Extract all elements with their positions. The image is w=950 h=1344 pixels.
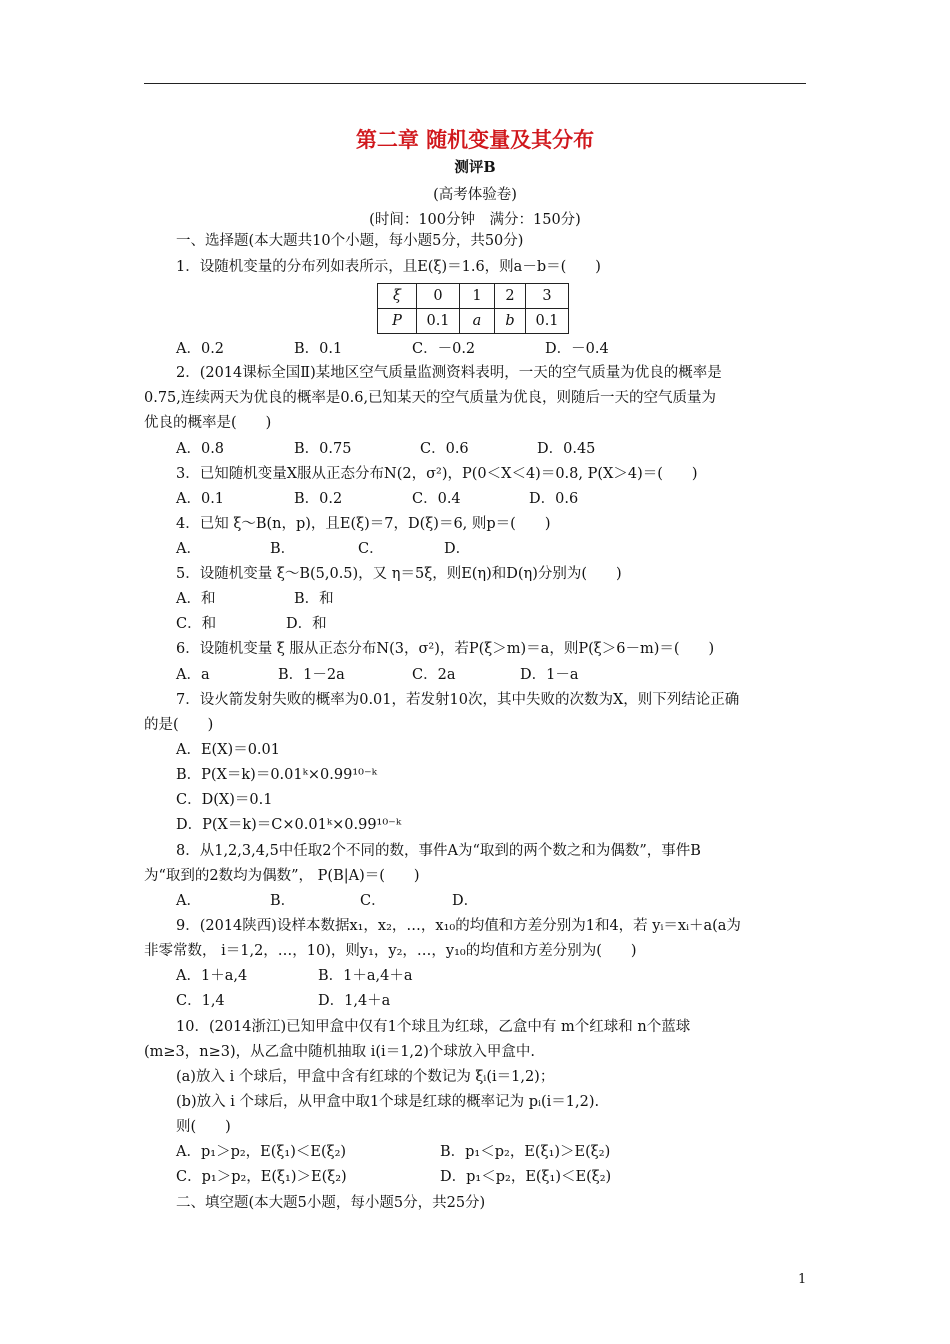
table-cell: a xyxy=(460,309,495,334)
table-cell: 1 xyxy=(460,284,495,309)
question-3-stem: 3．已知随机变量X服从正态分布N(2，σ²)，P(0＜X＜4)＝0.8, P(X＞4)＝( ) xyxy=(176,466,698,482)
question-10-line-5: 则( ) xyxy=(176,1119,231,1135)
question-4-stem: 4．已知 ξ～B(n，p)，且E(ξ)＝7，D(ξ)＝6, 则p＝( ) xyxy=(176,516,551,532)
table-cell: ξ xyxy=(378,284,417,309)
option-c: C．D(X)＝0.1 xyxy=(176,792,273,808)
question-7-line-2: 的是( ) xyxy=(144,717,214,733)
option-c: C．和 xyxy=(176,616,217,632)
option-d: D．1－a xyxy=(520,667,579,683)
question-7-line-1: 7．设火箭发射失败的概率为0.01，若发射10次，其中失败的次数为X，则下列结论正确 xyxy=(176,692,740,708)
option-a: A．0.8 xyxy=(176,441,225,457)
option-b: B．0.75 xyxy=(294,441,352,457)
question-5-stem: 5．设随机变量 ξ～B(5,0.5)，又 η＝5ξ，则E(η)和D(η)分别为( ) xyxy=(176,566,622,582)
table-cell: 0.1 xyxy=(526,309,569,334)
option-d: D．P(X＝k)＝C×0.01ᵏ×0.99¹⁰⁻ᵏ xyxy=(176,817,402,833)
header-rule xyxy=(144,83,806,84)
question-10-line-1: 10．(2014浙江)已知甲盒中仅有1个球且为红球，乙盒中有 m个红球和 n个蓝球 xyxy=(176,1019,691,1035)
option-b: B．1＋a,4＋a xyxy=(318,968,413,984)
option-d: D．和 xyxy=(286,616,327,632)
option-c: C．0.4 xyxy=(412,491,461,507)
option-c: C．2a xyxy=(412,667,456,683)
paper-type: (高考体验卷) xyxy=(433,187,517,203)
option-b: B．1－2a xyxy=(278,667,345,683)
test-subtitle: 测评B xyxy=(454,159,496,176)
question-10-line-3: (a)放入 i 个球后，甲盒中含有红球的个数记为 ξᵢ(i＝1,2)； xyxy=(176,1069,555,1085)
section-heading-fill: 二、填空题(本大题5小题，每小题5分，共25分) xyxy=(176,1195,486,1211)
question-2-line-1: 2．(2014课标全国Ⅱ)某地区空气质量监测资料表明，一天的空气质量为优良的概率是 xyxy=(176,365,722,381)
table-cell: b xyxy=(495,309,526,334)
option-a: A．p₁＞p₂，E(ξ₁)＜E(ξ₂) xyxy=(176,1144,347,1160)
chapter-title: 第二章 随机变量及其分布 xyxy=(355,127,595,152)
table-cell: 2 xyxy=(495,284,526,309)
option-c: C．1,4 xyxy=(176,993,225,1009)
section-heading-choice: 一、选择题(本大题共10个小题，每小题5分，共50分) xyxy=(176,233,524,249)
question-8-line-2: 为“取到的2数均为偶数”， P(B|A)＝( ) xyxy=(144,868,420,884)
question-9-line-1: 9．(2014陕西)设样本数据x₁，x₂，…，x₁₀的均值和方差分别为1和4，若 yᵢ＝xᵢ＋a(a为 xyxy=(176,918,741,934)
distribution-table xyxy=(377,283,569,334)
table-cell: 0.1 xyxy=(417,309,460,334)
table-row xyxy=(378,309,569,334)
option-b: B． xyxy=(270,893,296,909)
option-a: A．0.2 xyxy=(176,341,225,357)
option-d: D．p₁＜p₂，E(ξ₁)＜E(ξ₂) xyxy=(440,1169,612,1185)
question-8-line-1: 8．从1,2,3,4,5中任取2个不同的数，事件A为“取到的两个数之和为偶数”，事件B xyxy=(176,843,701,859)
option-a: A． xyxy=(176,893,201,909)
option-a: A． xyxy=(176,541,201,557)
option-b: B．和 xyxy=(294,591,334,607)
option-d: D． xyxy=(444,541,471,557)
option-c: C． xyxy=(360,893,386,909)
question-6-stem: 6．设随机变量 ξ 服从正态分布N(3，σ²)，若P(ξ＞m)＝a，则P(ξ＞6－m)＝( ) xyxy=(176,641,715,657)
option-d: D． xyxy=(452,893,479,909)
option-c: C．p₁＞p₂，E(ξ₁)＞E(ξ₂) xyxy=(176,1169,347,1185)
question-2-line-3: 优良的概率是( ) xyxy=(144,415,272,431)
option-a: A．和 xyxy=(176,591,216,607)
time-info: (时间：100分钟 满分：150分) xyxy=(369,212,581,228)
question-2-line-2: 0.75,连续两天为优良的概率是0.6,已知某天的空气质量为优良，则随后一天的空气质量为 xyxy=(144,390,717,406)
option-b: B．P(X＝k)＝0.01ᵏ×0.99¹⁰⁻ᵏ xyxy=(176,767,377,783)
option-d: D．1,4＋a xyxy=(318,993,391,1009)
page-number: 1 xyxy=(798,1272,807,1287)
table-cell: 0 xyxy=(417,284,460,309)
option-a: A．a xyxy=(176,667,210,683)
question-10-line-2: (m≥3，n≥3)，从乙盒中随机抽取 i(i＝1,2)个球放入甲盒中. xyxy=(144,1044,536,1060)
option-d: D．0.45 xyxy=(537,441,596,457)
option-b: B．0.1 xyxy=(294,341,343,357)
option-d: D．－0.4 xyxy=(545,341,609,357)
option-b: B．p₁＜p₂，E(ξ₁)＞E(ξ₂) xyxy=(440,1144,611,1160)
option-a: A．1＋a,4 xyxy=(176,968,248,984)
option-c: C． xyxy=(358,541,384,557)
table-header-row xyxy=(378,284,569,309)
option-c: C．－0.2 xyxy=(412,341,476,357)
option-a: A．0.1 xyxy=(176,491,225,507)
table-cell: P xyxy=(378,309,417,334)
question-1-stem: 1．设随机变量的分布列如表所示，且E(ξ)＝1.6，则a－b＝( ) xyxy=(176,259,601,275)
option-b: B．0.2 xyxy=(294,491,343,507)
option-a: A．E(X)＝0.01 xyxy=(176,742,280,758)
table-cell: 3 xyxy=(526,284,569,309)
question-10-line-4: (b)放入 i 个球后，从甲盒中取1个球是红球的概率记为 pᵢ(i＝1,2). xyxy=(176,1094,600,1110)
option-b: B． xyxy=(270,541,296,557)
option-c: C．0.6 xyxy=(420,441,469,457)
option-d: D．0.6 xyxy=(529,491,579,507)
question-9-line-2: 非零常数， i＝1,2，…，10)，则y₁，y₂，…，y₁₀的均值和方差分别为( ) xyxy=(144,943,637,959)
